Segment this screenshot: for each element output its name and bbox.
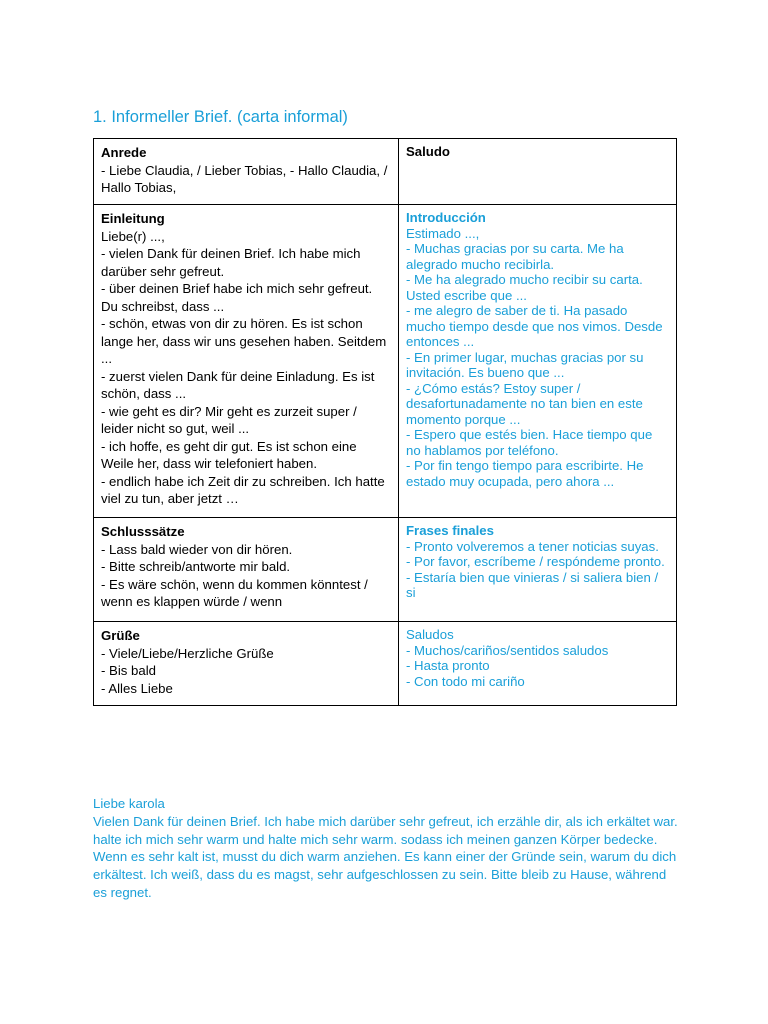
phrase-line: - Lass bald wieder von dir hören. [101, 541, 293, 557]
cell-heading: Saludo [406, 144, 450, 159]
phrase-line: - Pronto volveremos a tener noticias suyas. [406, 538, 659, 554]
phrases-table [93, 138, 677, 706]
german-cell [94, 622, 399, 706]
spanish-cell [399, 622, 677, 706]
german-cell [94, 139, 399, 205]
phrase-line: - Espero que estés bien. Hace tiempo que no hablamos por teléfono. [406, 427, 653, 458]
phrase-line: - vielen Dank für deinen Brief. Ich habe mich darüber sehr gefreut. [101, 246, 361, 279]
cell-heading: Schlusssätze [101, 524, 185, 539]
spanish-cell [399, 518, 677, 622]
phrase-line: - Hasta pronto [406, 658, 490, 673]
cell-heading: Einleitung [101, 211, 165, 226]
phrase-line: - me alegro de saber de ti. Ha pasado mucho tiempo desde que nos vimos. Desde entonces ... [406, 303, 663, 349]
cell-heading: Frases finales [406, 523, 494, 538]
phrase-line: Estimado ..., [406, 225, 480, 241]
phrase-line: - Muchos/cariños/sentidos saludos [406, 642, 609, 658]
phrase-line: - Por fin tengo tiempo para escribirte. He estado muy ocupada, pero ahora ... [406, 458, 644, 489]
table-row [94, 205, 677, 518]
phrase-line: - Estaría bien que vinieras / si saliera bien / si [406, 569, 659, 600]
phrase-line: - schön, etwas von dir zu hören. Es ist schon lange her, dass wir uns gesehen haben. Seitdem ... [101, 316, 387, 366]
spanish-cell [399, 205, 677, 518]
phrase-line: - endlich habe ich Zeit dir zu schreiben. Ich hatte viel zu tun, aber jetzt … [101, 473, 385, 506]
phrase-line: - zuerst vielen Dank für deine Einladung. Es ist schön, dass ... [101, 368, 375, 401]
phrase-line: - wie geht es dir? Mir geht es zurzeit super / leider nicht so gut, weil ... [101, 403, 357, 436]
letter-paragraph: Vielen Dank für deinen Brief. Ich habe mich darüber sehr gefreut, ich erzähle dir, als ich erkältet war. halte ich mich sehr warm und halte mich sehr warm. sodass ich meinen ganzen Körper bedecke. [93, 813, 678, 847]
phrase-line: - Muchas gracias por su carta. Me ha alegrado mucho recibirla. [406, 241, 624, 272]
table-row [94, 139, 677, 205]
phrase-line: - En primer lugar, muchas gracias por su invitación. Es bueno que ... [406, 349, 644, 380]
phrase-line: - über deinen Brief habe ich mich sehr gefreut. Du schreibst, dass ... [101, 281, 373, 314]
cell-heading: Saludos [406, 627, 454, 642]
phrase-line: - ich hoffe, es geht dir gut. Es ist schon eine Weile her, dass wir telefoniert haben. [101, 438, 357, 471]
phrase-line: - Me ha alegrado mucho recibir su carta. Usted escribe que ... [406, 272, 643, 303]
german-cell [94, 205, 399, 518]
german-cell [94, 518, 399, 622]
letter-greeting: Liebe karola [93, 796, 165, 811]
phrase-line: - Bis bald [101, 663, 156, 678]
phrase-line: - Es wäre schön, wenn du kommen könntest / wenn es klappen würde / wenn [101, 576, 368, 609]
phrase-line: - Viele/Liebe/Herzliche Grüße [101, 645, 274, 661]
phrase-line: - Liebe Claudia, / Lieber Tobias, - Hallo Claudia, / Hallo Tobias, [101, 162, 388, 195]
page-title: 1. Informeller Brief. (carta informal) [93, 108, 348, 126]
cell-heading: Anrede [101, 145, 147, 160]
spanish-cell [399, 139, 677, 205]
phrase-line: - Bitte schreib/antworte mir bald. [101, 559, 291, 574]
phrase-line: - Con todo mi cariño [406, 673, 525, 689]
cell-heading: Grüße [101, 628, 140, 643]
table-row [94, 518, 677, 622]
cell-heading: Introducción [406, 210, 486, 225]
letter-paragraph: Wenn es sehr kalt ist, musst du dich warm anziehen. Es kann einer der Gründe sein, warum du dich erkältest. Ich weiß, dass du es magst, sehr aufgeschlossen zu sein. Bitte bleib zu Hause, während es regnet. [93, 849, 677, 900]
phrase-line: - Por favor, escríbeme / respóndeme pronto. [406, 554, 665, 569]
letter-text [93, 795, 683, 902]
table-row [94, 622, 677, 706]
phrase-line: Liebe(r) ..., [101, 228, 165, 244]
phrase-line: - Alles Liebe [101, 680, 173, 696]
phrase-line: - ¿Cómo estás? Estoy super / desafortunadamente no tan bien en este momento porque ... [406, 380, 643, 427]
